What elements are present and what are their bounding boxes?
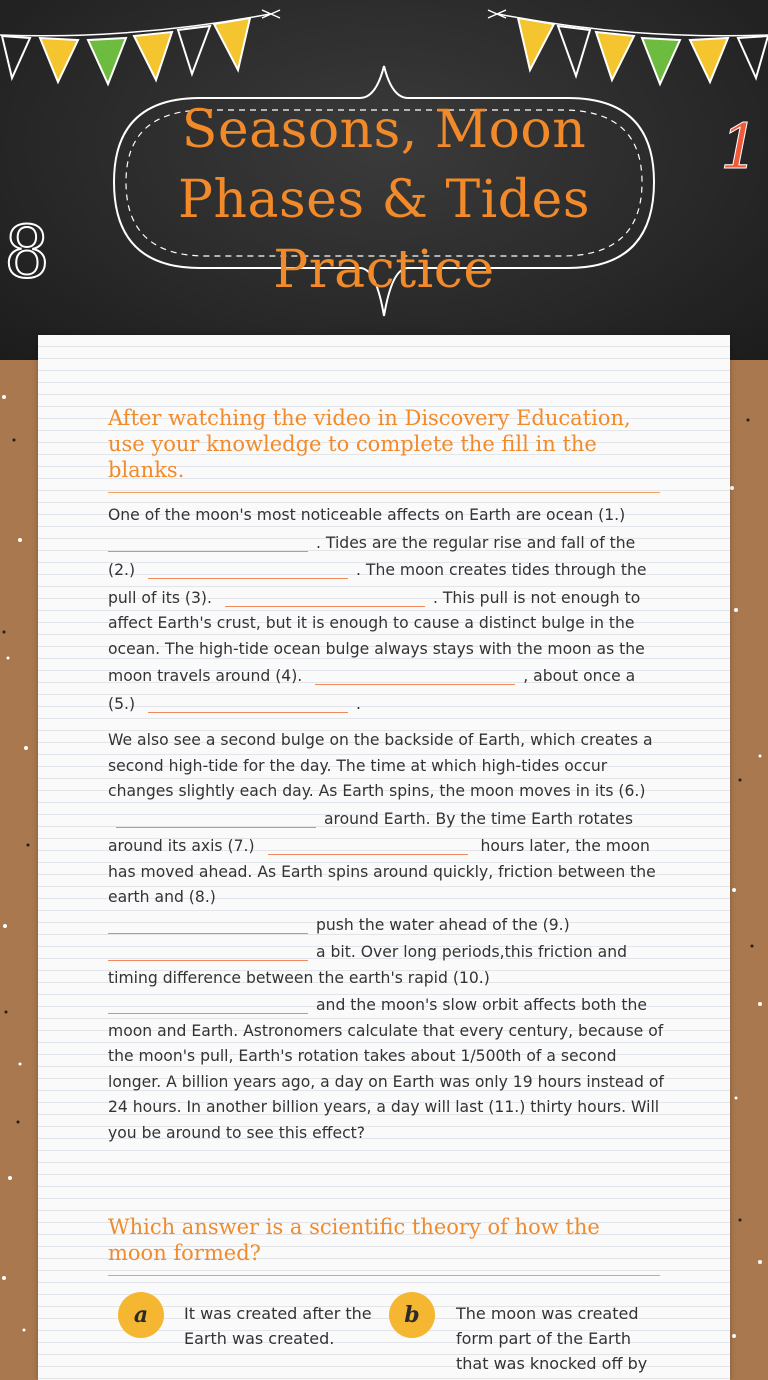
p2-text-6: and the moon's slow orbit affects both the moon and Earth. Astronomers calculate that every century, because of the moon's pull, Earth's rotation takes about 1/500th of a second longer. A billion years ago, a day on Earth was only 19 hours instead of 24 hours. In another billion years, a day will last (11.) thirty hours. Will you be around to see this effect? [108, 996, 664, 1142]
bunting-left-icon [0, 10, 280, 84]
choice-b-badge[interactable]: b [389, 1292, 435, 1338]
paragraph-1 [108, 503, 664, 717]
worksheet-paper [38, 335, 730, 1380]
page-title: Seasons, Moon Phases & Tides Practice [177, 100, 591, 300]
blank-3-input[interactable] [225, 588, 425, 607]
paragraph-2 [108, 728, 664, 1146]
bunting-right-icon [488, 10, 768, 84]
blank-4-input[interactable] [315, 666, 515, 685]
p2-text-2: around Earth. By the time Earth rotates around its axis (7.) [108, 809, 634, 855]
section2-heading: Which answer is a scientific theory of how the moon formed? [108, 1215, 600, 1265]
p2-text-4: push the water ahead of the (9.) [316, 915, 570, 934]
chalkboard-header [0, 0, 768, 360]
choice-a-text: It was created after the Earth was created. [184, 1304, 372, 1348]
blank-8-input[interactable] [108, 915, 308, 934]
blank-6-input[interactable] [116, 809, 316, 828]
blank-5-input[interactable] [148, 694, 348, 713]
section1-heading: After watching the video in Discovery Education, use your knowledge to complete the fill in the blanks. [108, 406, 631, 482]
decor-number-1: 1 [720, 110, 760, 183]
p1-text-1: One of the moon's most noticeable affects on Earth are ocean (1.) [108, 506, 626, 524]
p1-text-6: . [356, 694, 361, 713]
blank-1-input[interactable] [108, 533, 308, 552]
p2-text-5: a bit. Over long periods,this friction and timing difference between the earth's rapid (10.) [108, 943, 627, 987]
blank-2-input[interactable] [148, 560, 348, 579]
blank-7-input[interactable] [268, 836, 468, 855]
choice-a-badge[interactable]: a [118, 1292, 164, 1338]
choice-b-text: The moon was created form part of the Earth that was knocked off by [456, 1304, 648, 1373]
decor-number-8: 8 [4, 210, 50, 294]
p2-text-1: We also see a second bulge on the backside of Earth, which creates a second high-tide for the day. The time at which high-tides occur changes slightly each day. As Earth spins, the moon moves in its (6.) [108, 731, 653, 800]
p2-text-3: hours later, the moon has moved ahead. As Earth spins around quickly, friction between the earth and (8.) [108, 837, 656, 906]
p1-text-5: , about once a (5.) [108, 667, 636, 713]
section1-divider [108, 492, 660, 493]
p1-text-2: . Tides are the regular rise and fall of the (2.) [108, 533, 636, 579]
p1-text-4: . This pull is not enough to affect Earth's crust, but it is enough to cause a distinct bulge in the ocean. The high-tide ocean bulge always stays with the moon as the moon travels around (4). [108, 588, 645, 685]
blank-10-input[interactable] [108, 995, 308, 1014]
p1-text-3: . The moon creates tides through the pull of its (3). [108, 561, 647, 607]
blank-9-input[interactable] [108, 942, 308, 961]
section2-divider [108, 1275, 660, 1276]
